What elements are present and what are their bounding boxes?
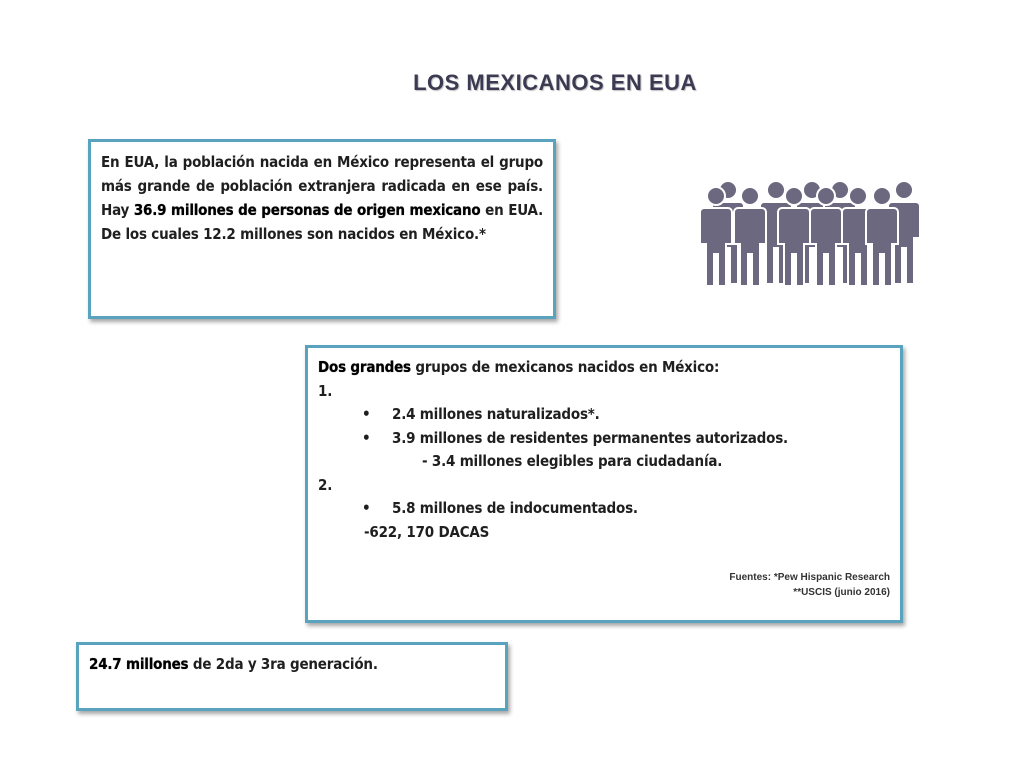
naturalized-text: 2.4 millones naturalizados*.	[392, 405, 600, 423]
groups-intro	[318, 356, 890, 380]
list-item	[318, 403, 890, 427]
people-group-icon	[700, 178, 922, 288]
paragraph-part-1: En EUA, la población nacida en México representa el grupo más grande de población extranjera radicada en ese país. Hay	[101, 153, 543, 219]
page-title: LOS MEXICANOS EN EUA	[413, 70, 697, 95]
population-paragraph	[101, 150, 543, 246]
intro-rest: grupos de mexicanos nacidos en México:	[410, 358, 720, 376]
bullet-icon: •	[362, 405, 371, 423]
mexican-population-box	[88, 139, 556, 319]
generations-bold: 24.7 millones	[89, 655, 189, 673]
bullet-icon: •	[362, 428, 371, 447]
paragraph-part-2: en EUA. De los cuales 12.2 millones son nacidos en México.*	[101, 201, 543, 243]
group-1-label: 1.	[318, 381, 333, 400]
generations-box	[76, 642, 508, 711]
generations-text	[89, 653, 495, 677]
source-pew: Fuentes: *Pew Hispanic Research	[729, 572, 890, 583]
list-item	[318, 497, 890, 521]
source-uscis: **USCIS (junio 2016)	[793, 587, 890, 598]
list-item	[318, 427, 890, 451]
dacas-text: -622, 170 DACAS	[364, 522, 490, 541]
bullet-icon: •	[362, 499, 371, 517]
sources	[729, 570, 890, 600]
generations-rest: de 2da y 3ra generación.	[188, 655, 378, 673]
eligible-subitem: - 3.4 millones elegibles para ciudadanía.	[422, 452, 723, 470]
undocumented-text: 5.8 millones de indocumentados.	[392, 499, 638, 517]
group-2-label: 2.	[318, 475, 333, 494]
mexican-groups-box	[305, 345, 903, 623]
intro-bold: Dos grandes	[318, 358, 411, 376]
residents-text: 3.9 millones de residentes permanentes autorizados.	[392, 428, 788, 447]
origin-highlight: 36.9 millones de personas de origen mexicano	[133, 201, 481, 219]
